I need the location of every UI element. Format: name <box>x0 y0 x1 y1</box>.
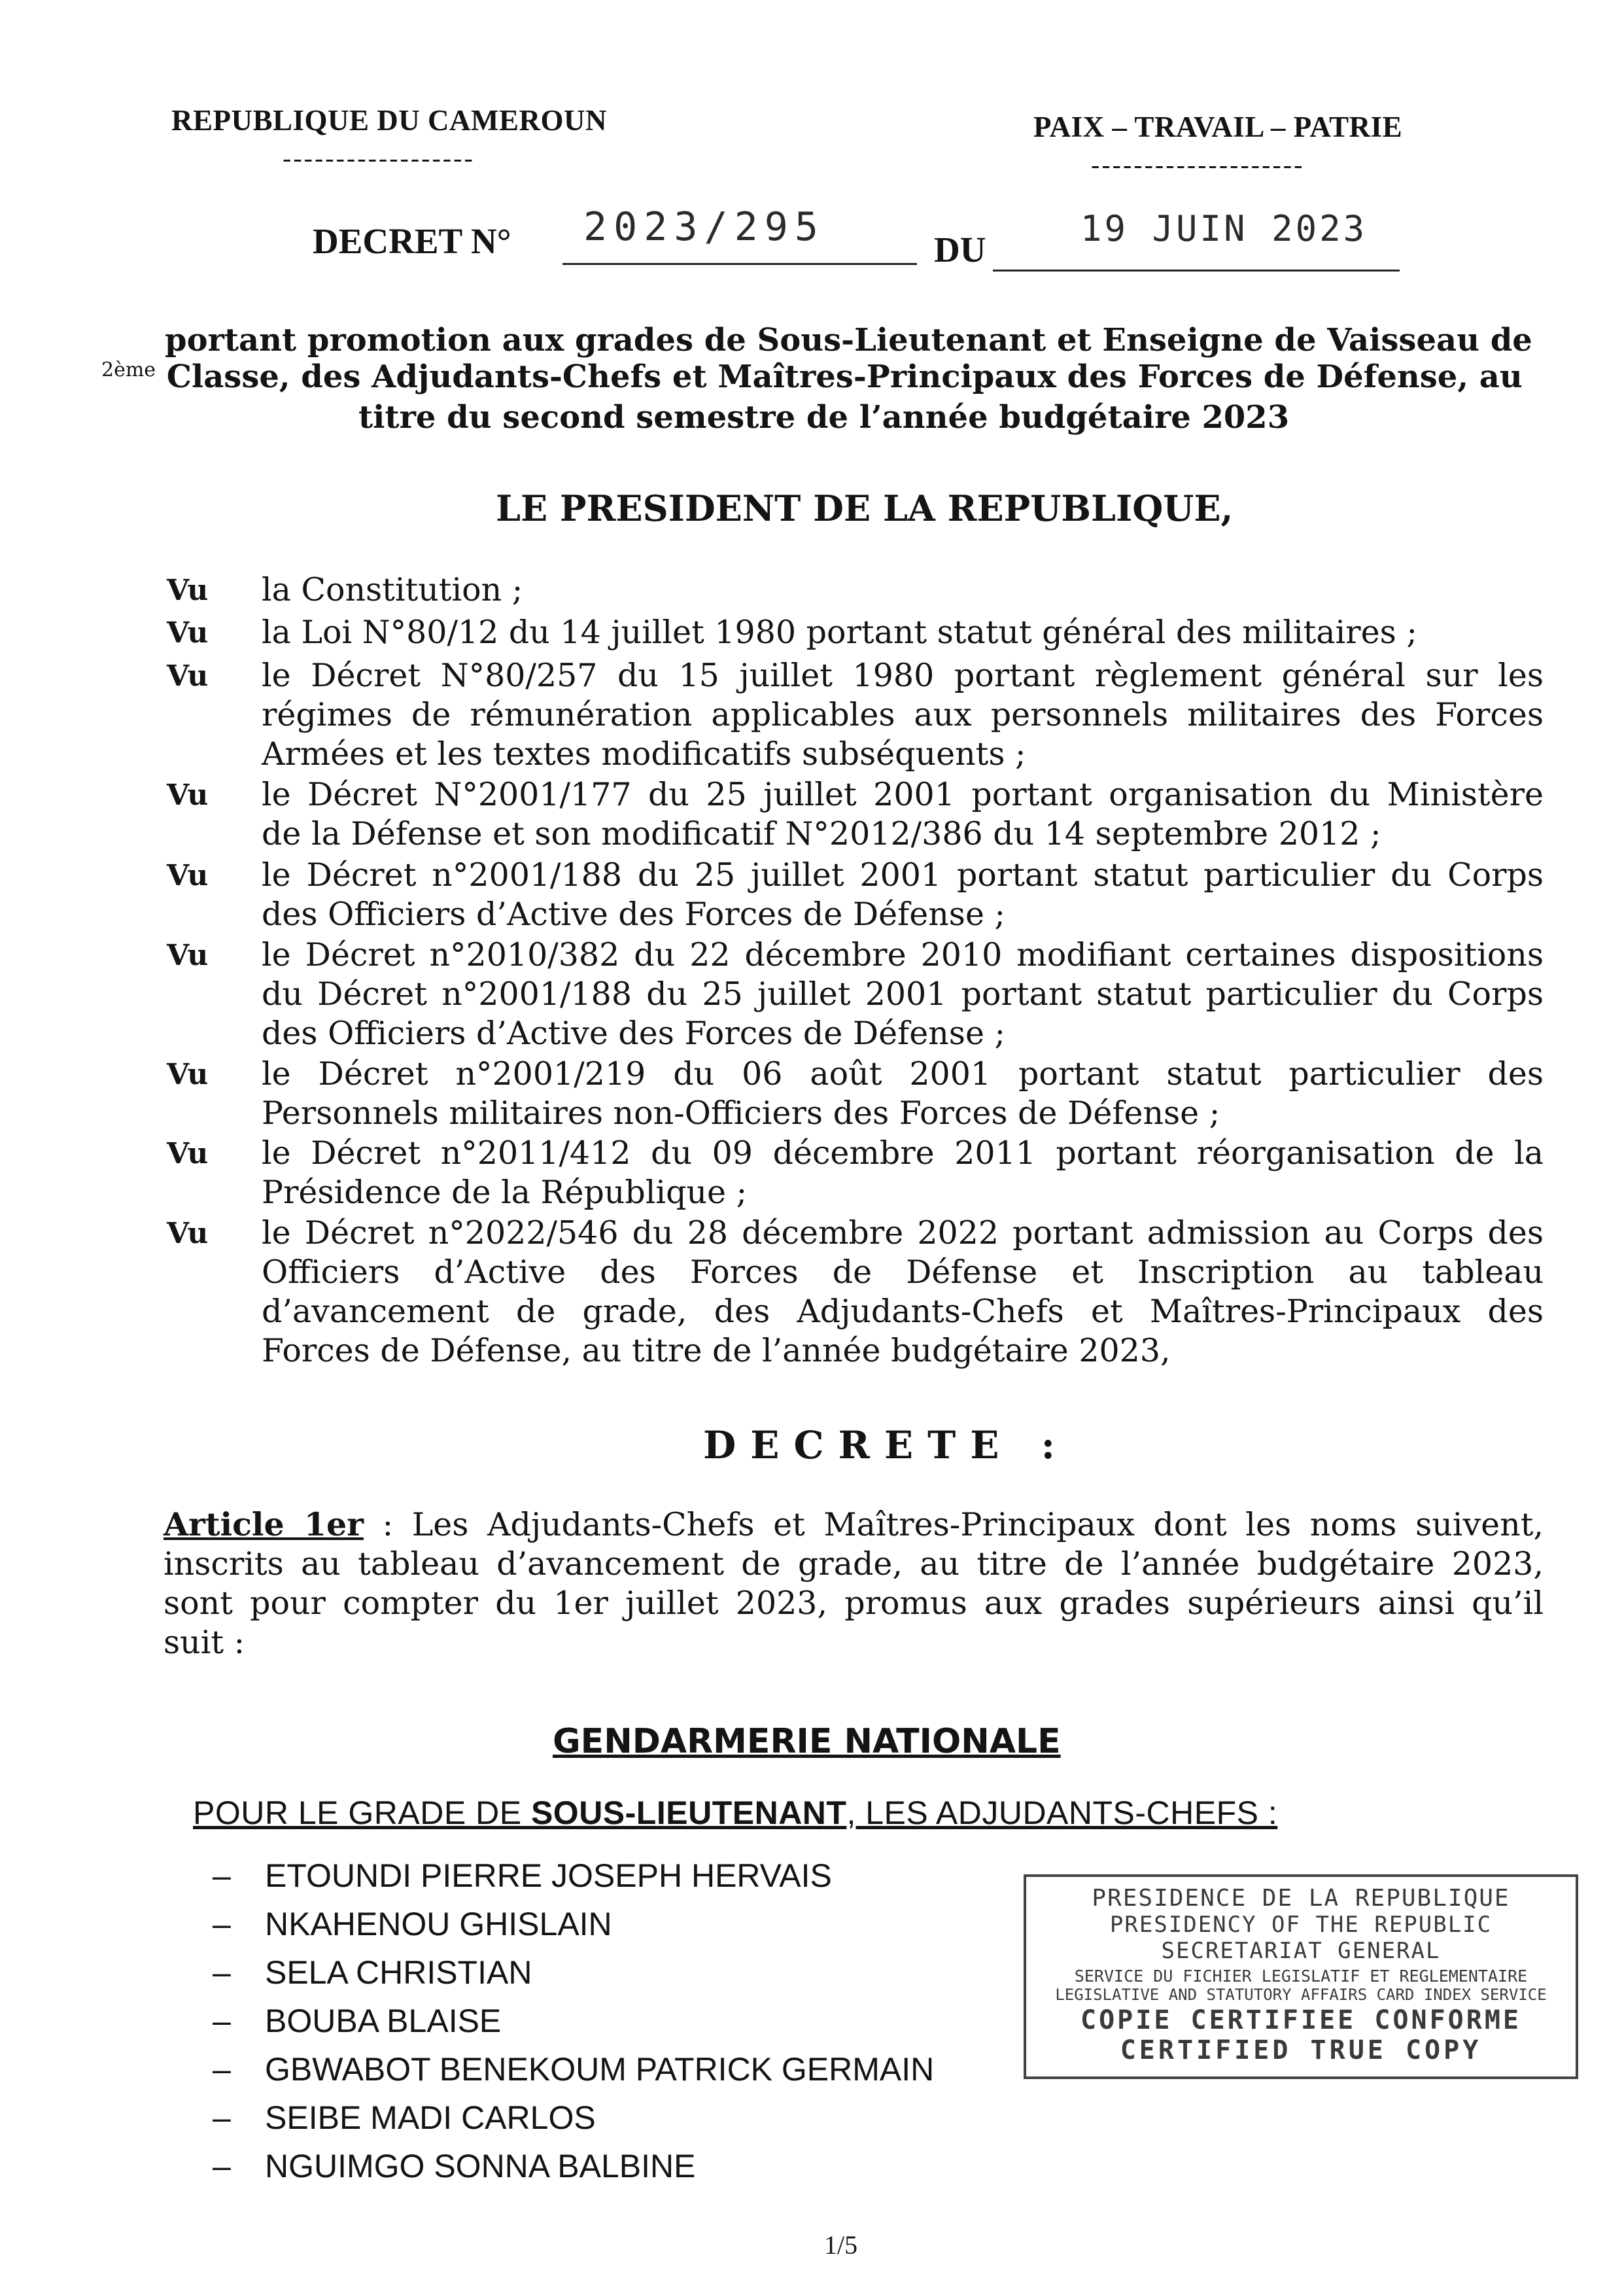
header-left-dashes: ------------------ <box>283 143 475 173</box>
person-name: SELA CHRISTIAN <box>265 1954 532 1991</box>
decree-number: 2023/295 <box>583 204 825 250</box>
name-list-item <box>213 2099 596 2137</box>
stamp-line-4: SERVICE DU FICHIER LEGISLATIF ET REGLEMENTAIRE <box>1074 1967 1528 1986</box>
vu-label: Vu <box>167 659 209 693</box>
title-line-2 <box>101 359 1523 395</box>
name-list-item <box>213 2050 934 2088</box>
stamp-line-5: LEGISLATIVE AND STATUTORY AFFAIRS CARD INDEX SERVICE <box>1055 1986 1547 2004</box>
vu-item <box>262 656 1544 774</box>
vu-item-line: régimes de rémunération applicables aux personnels militaires des Forces <box>262 696 1544 733</box>
name-list-item <box>213 1857 832 1895</box>
dash-bullet: – <box>213 2051 231 2088</box>
vu-label: Vu <box>167 574 209 607</box>
article-1 <box>164 1505 1544 1662</box>
vu-item-line: le Décret n°2011/412 du 09 décembre 2011 portant réorganisation de la <box>262 1134 1544 1172</box>
person-name: NKAHENOU GHISLAIN <box>265 1906 612 1942</box>
vu-item <box>262 856 1544 934</box>
president-heading: LE PRESIDENT DE LA REPUBLIQUE, <box>496 487 1234 529</box>
vu-item-line: le Décret n°2001/188 du 25 juillet 2001 portant statut particulier du Corps <box>262 856 1544 894</box>
decree-label: DECRET N° <box>313 221 511 261</box>
stamp-line-6: COPIE CERTIFIEE CONFORME <box>1080 2005 1521 2035</box>
vu-label: Vu <box>167 939 209 972</box>
decree-date-rule <box>993 270 1400 272</box>
vu-item-line: Officiers d’Active des Forces de Défense et Inscription au tableau <box>262 1253 1544 1291</box>
dash-bullet: – <box>213 1857 231 1894</box>
article-colon: : <box>363 1506 412 1543</box>
vu-item-line: de la Défense et son modificatif N°2012/386 du 14 septembre 2012 ; <box>262 815 1381 852</box>
vu-item-line: Armées et les textes modificatifs subséquents ; <box>262 735 1026 773</box>
grade-prefix: POUR LE GRADE DE <box>193 1795 531 1831</box>
grade-suffix: , LES ADJUDANTS-CHEFS : <box>846 1795 1278 1831</box>
vu-item <box>262 1055 1544 1133</box>
dash-bullet: – <box>213 1954 231 1991</box>
vu-item <box>262 570 1544 610</box>
vu-item-line: des Officiers d’Active des Forces de Défense ; <box>262 896 1006 933</box>
name-list-item <box>213 2147 695 2185</box>
vu-item-line: d’avancement de grade, des Adjudants-Chefs et Maîtres-Principaux des <box>262 1293 1544 1330</box>
grade-rank: SOUS-LIEUTENANT <box>530 1795 847 1831</box>
vu-item <box>262 775 1544 854</box>
vu-label: Vu <box>167 1137 209 1170</box>
stamp-line-2: PRESIDENCY OF THE REPUBLIC <box>1109 1912 1493 1938</box>
vu-item <box>262 1214 1544 1371</box>
vu-item-line: Personnels militaires non-Officiers des Forces de Défense ; <box>262 1095 1220 1132</box>
grade-heading <box>193 1794 1277 1832</box>
vu-item-line: le Décret n°2022/546 du 28 décembre 2022 portant admission au Corps des <box>262 1214 1544 1252</box>
vu-item-line: Forces de Défense, au titre de l’année budgétaire 2023, <box>262 1332 1171 1369</box>
section-heading: GENDARMERIE NATIONALE <box>553 1722 1061 1761</box>
decrete-heading: DECRETE : <box>703 1423 1070 1467</box>
person-name: SEIBE MADI CARLOS <box>265 2099 596 2136</box>
dash-bullet: – <box>213 2003 231 2039</box>
dash-bullet: – <box>213 2099 231 2136</box>
vu-item-line: le Décret n°2001/219 du 06 août 2001 portant statut particulier des <box>262 1055 1544 1093</box>
vu-label: Vu <box>167 859 209 892</box>
person-name: BOUBA BLAISE <box>265 2003 502 2039</box>
vu-item <box>262 1134 1544 1212</box>
title-superscript: 2ème <box>101 359 156 381</box>
dash-bullet: – <box>213 1906 231 1942</box>
title-line-3: titre du second semestre de l’année budgétaire 2023 <box>358 399 1290 436</box>
vu-item-line: du Décret n°2001/188 du 25 juillet 2001 portant statut particulier du Corps <box>262 975 1544 1013</box>
title-line-2-text: Classe, des Adjudants-Chefs et Maîtres-Principaux des Forces de Défense, au <box>156 359 1523 395</box>
article-line-4: suit : <box>164 1624 245 1661</box>
article-line-3: sont pour compter du 1er juillet 2023, promus aux grades supérieurs ainsi qu’il <box>164 1585 1544 1622</box>
article-label: Article 1er <box>164 1505 364 1543</box>
person-name: ETOUNDI PIERRE JOSEPH HERVAIS <box>265 1857 832 1894</box>
header-right-dashes: -------------------- <box>1091 150 1305 179</box>
decree-du-label: DU <box>934 230 986 270</box>
vu-label: Vu <box>167 779 209 812</box>
person-name: GBWABOT BENEKOUM PATRICK GERMAIN <box>265 2051 935 2088</box>
certification-stamp <box>1024 1874 1578 2079</box>
stamp-line-1: PRESIDENCE DE LA REPUBLIQUE <box>1092 1885 1510 1912</box>
stamp-line-7: CERTIFIED TRUE COPY <box>1120 2035 1482 2065</box>
vu-item-line: le Décret N°2001/177 du 25 juillet 2001 portant organisation du Ministère <box>262 776 1544 813</box>
vu-item-line: la Loi N°80/12 du 14 juillet 1980 portant statut général des militaires ; <box>262 614 1417 651</box>
page-number: 1/5 <box>824 2230 858 2260</box>
title-line-1: portant promotion aux grades de Sous-Lieutenant et Enseigne de Vaisseau de <box>165 322 1532 359</box>
article-line-1-text: Les Adjudants-Chefs et Maîtres-Principaux dont les noms suivent, <box>411 1506 1544 1543</box>
vu-item-line: des Officiers d’Active des Forces de Défense ; <box>262 1015 1006 1052</box>
decree-date: 19 JUIN 2023 <box>1080 208 1368 249</box>
vu-item-line: Présidence de la République ; <box>262 1174 748 1211</box>
dash-bullet: – <box>213 2148 231 2184</box>
header-left: REPUBLIQUE DU CAMEROUN <box>171 104 608 137</box>
article-line-2: inscrits au tableau d’avancement de grade, au titre de l’année budgétaire 2023, <box>164 1545 1544 1583</box>
header-right: PAIX – TRAVAIL – PATRIE <box>1033 111 1403 143</box>
name-list-item <box>213 1905 612 1943</box>
vu-label: Vu <box>167 1217 209 1250</box>
article-line-1 <box>164 1505 1544 1545</box>
vu-item <box>262 613 1544 652</box>
vu-item-line: le Décret n°2010/382 du 22 décembre 2010 modifiant certaines dispositions <box>262 936 1544 973</box>
name-list-item <box>213 2002 501 2040</box>
decree-number-rule <box>562 263 917 265</box>
vu-item-line: la Constitution ; <box>262 571 523 608</box>
person-name: NGUIMGO SONNA BALBINE <box>265 2148 696 2184</box>
vu-item-line: le Décret N°80/257 du 15 juillet 1980 portant règlement général sur les <box>262 657 1544 694</box>
stamp-line-3: SECRETARIAT GENERAL <box>1161 1938 1441 1964</box>
vu-label: Vu <box>167 616 209 650</box>
vu-label: Vu <box>167 1058 209 1091</box>
vu-item <box>262 936 1544 1053</box>
name-list-item <box>213 1953 532 1991</box>
